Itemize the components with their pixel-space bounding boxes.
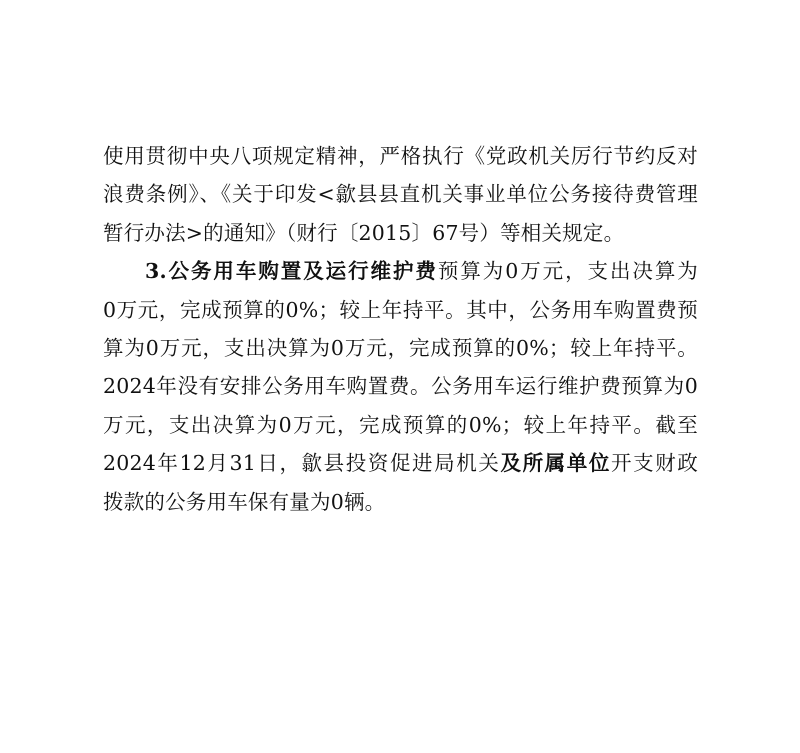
section-3-bold-phrase: 及所属单位 [500, 451, 611, 476]
section-3-line-5: 万元，支出决算为0万元，完成预算的0%；较上年持平。截至 [103, 412, 698, 437]
section-3-line-7: 拨款的公务用车保有量为0辆。 [103, 489, 386, 514]
section-3-line-1 [103, 252, 698, 290]
section-3-line-6-text: 2024年12月31日，歙县投资促进局机关 [103, 451, 501, 476]
paragraph-line-1: 使用贯彻中央八项规定精神，严格执行《党政机关厉行节约反对 [103, 144, 698, 168]
section-3-line-6-end: 开支财政 [610, 451, 698, 476]
paragraph-line-3: 暂行办法>的通知》（财行〔2015〕67号）等相关规定。 [103, 220, 625, 245]
section-3-line-4: 2024年没有安排公务用车购置费。公务用车运行维护费预算为0 [103, 374, 698, 399]
section-3-line-6 [103, 444, 698, 482]
document-page [103, 137, 698, 521]
section-3-line-2: 0万元，完成预算的0%；较上年持平。其中，公务用车购置费预 [103, 297, 698, 322]
section-3-line-3: 算为0万元，支出决算为0万元，完成预算的0%；较上年持平。 [103, 335, 698, 360]
paragraph-line-2: 浪费条例》、《关于印发<歙县县直机关事业单位公务接待费管理 [103, 182, 698, 207]
section-3-heading: 3.公务用车购置及运行维护费 [145, 259, 438, 284]
section-3-line-1-text: 预算为0万元，支出决算为 [437, 259, 698, 284]
